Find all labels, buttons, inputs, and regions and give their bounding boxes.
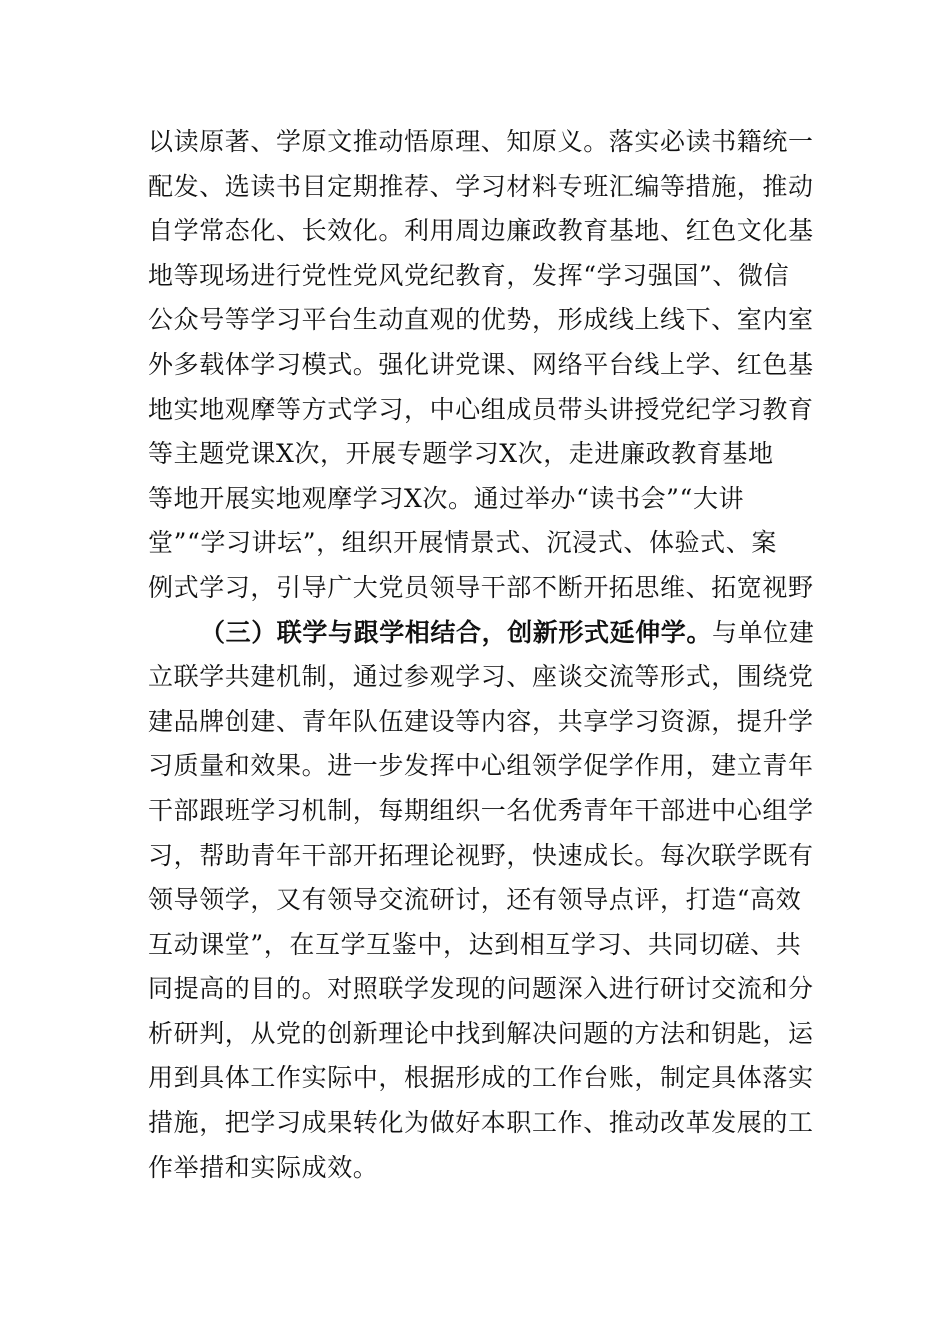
text-line: 自学常态化、长效化。利用周边廉政教育基地、红色文化基 (148, 216, 814, 246)
text-line: 外多载体学习模式。强化讲党课、网络平台线上学、红色基 (148, 349, 814, 379)
section-heading: （三）联学与跟学相结合，创新形式延伸学。 (200, 617, 713, 647)
text-line: 地等现场进行党性党风党纪教育，发挥“学习强国”、微信 (148, 260, 790, 290)
text-line: 配发、选读书目定期推荐、学习材料专班汇编等措施，推动 (148, 171, 814, 201)
section-heading-continuation: 与单位建 (712, 617, 815, 647)
text-line: 公众号等学习平台生动直观的优势，形成线上线下、室内室 (148, 305, 814, 335)
text-line: 同提高的目的。对照联学发现的问题深入进行研讨交流和分 (148, 974, 814, 1004)
section-heading-line (148, 611, 815, 656)
text-line: 作举措和实际成效。 (148, 1152, 379, 1182)
body-text (148, 120, 815, 1190)
text-line: 措施，把学习成果转化为做好本职工作、推动改革发展的工 (148, 1108, 814, 1138)
text-line: 析研判，从党的创新理论中找到解决问题的方法和钥匙，运 (148, 1018, 814, 1048)
text-line: 用到具体工作实际中，根据形成的工作台账，制定具体落实 (148, 1063, 814, 1093)
text-line: 以读原著、学原文推动悟原理、知原义。落实必读书籍统一 (148, 127, 814, 156)
text-line: 互动课堂”，在互学互鉴中，达到相互学习、共同切磋、共 (148, 929, 802, 959)
text-line: 习质量和效果。进一步发挥中心组领学促学作用，建立青年 (148, 751, 814, 781)
text-line: 干部跟班学习机制，每期组织一名优秀青年干部进中心组学 (148, 795, 814, 825)
text-line: 例式学习，引导广大党员领导干部不断开拓思维、拓宽视野 (148, 572, 814, 602)
text-line: 领导领学，又有领导交流研讨，还有领导点评，打造“高效 (148, 885, 802, 915)
text-line: 堂”“学习讲坛”，组织开展情景式、沉浸式、体验式、案 (148, 528, 777, 558)
text-line: 习，帮助青年干部开拓理论视野，快速成长。每次联学既有 (148, 840, 814, 870)
text-line: 等地开展实地观摩学习X次。通过举办“读书会”“大讲 (148, 483, 745, 513)
text-line: 立联学共建机制，通过参观学习、座谈交流等形式，围绕党 (148, 662, 814, 692)
text-line: 建品牌创建、青年队伍建设等内容，共享学习资源，提升学 (148, 706, 814, 736)
text-line: 地实地观摩等方式学习，中心组成员带头讲授党纪学习教育 (148, 394, 814, 424)
text-line: 等主题党课X次，开展专题学习X次，走进廉政教育基地 (148, 439, 774, 469)
